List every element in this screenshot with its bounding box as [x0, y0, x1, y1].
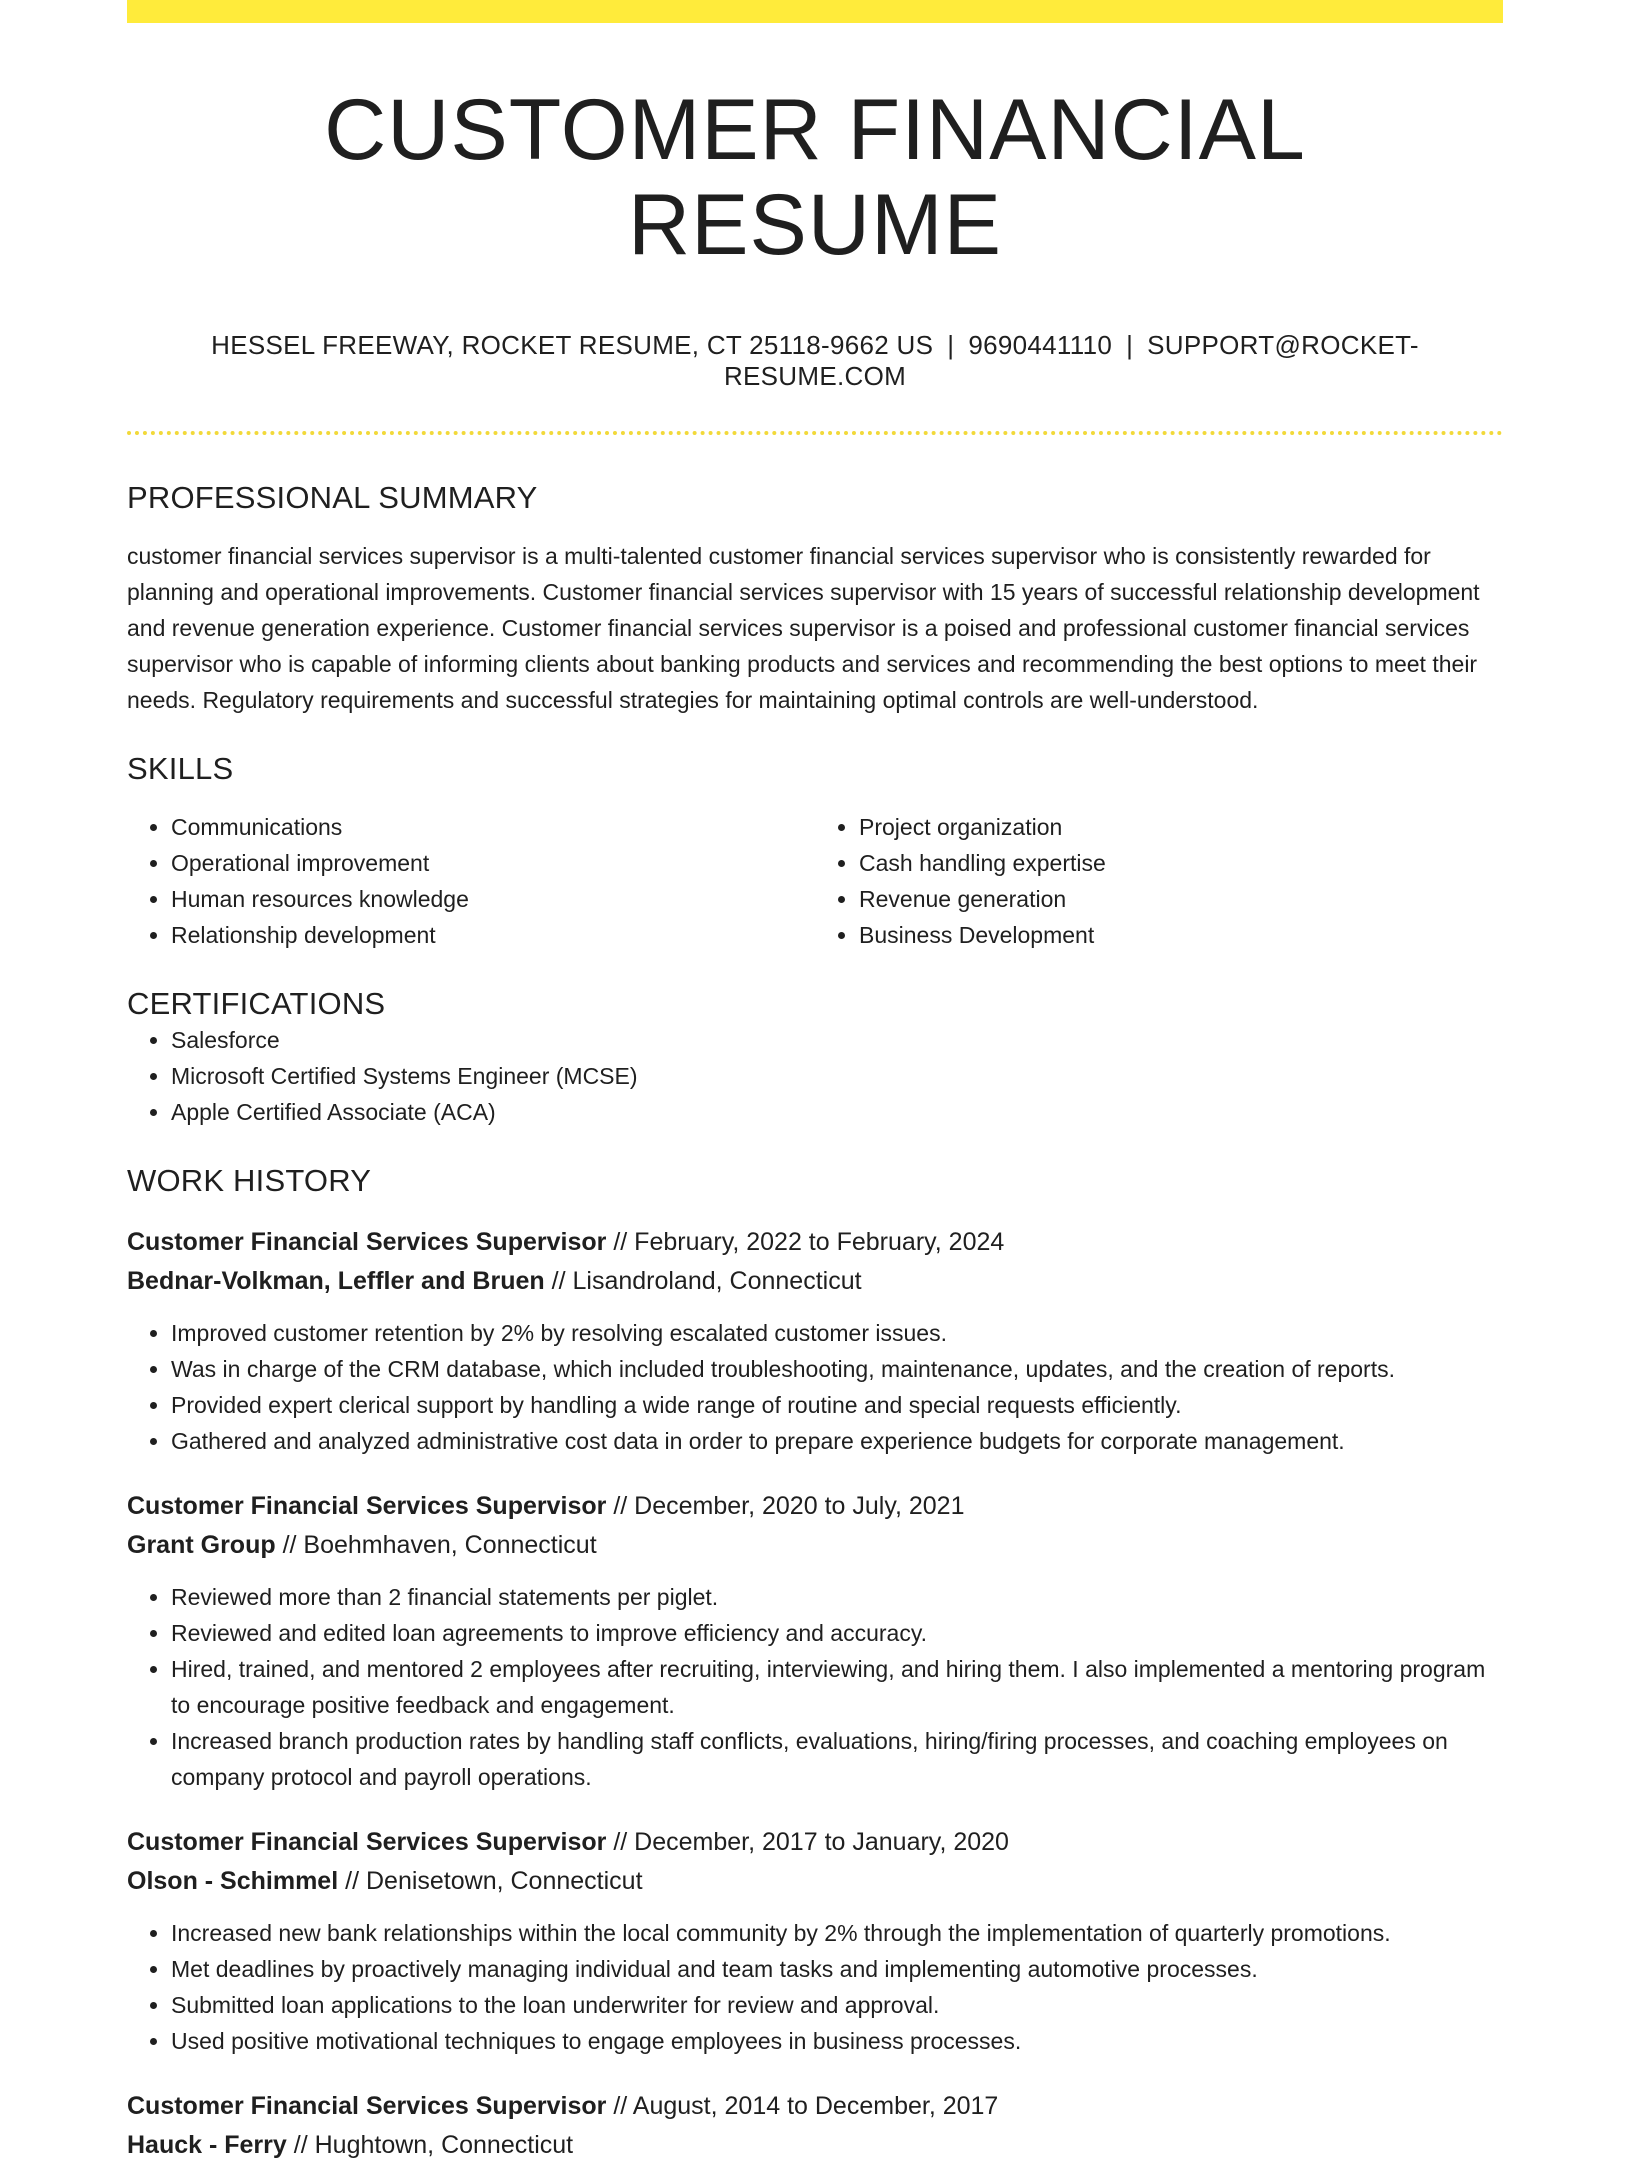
job-bullet: • Met deadlines by proactively managing individual and team tasks and implementing automotive processes. — [171, 1951, 1503, 1987]
skills-list-left — [127, 809, 815, 953]
job-separator: // — [345, 1867, 360, 1896]
job-separator: // — [282, 1531, 297, 1560]
job-company: Grant Group — [127, 1531, 276, 1560]
job-title-line — [127, 1823, 1503, 1862]
job-dates: December, 2020 to July, 2021 — [634, 1492, 965, 1521]
job-bullets — [127, 1915, 1503, 2059]
job-company-line — [127, 1862, 1503, 1901]
skill-item: • Cash handling expertise — [859, 845, 1503, 881]
top-accent-bar — [127, 0, 1503, 23]
job-company: Olson - Schimmel — [127, 1867, 339, 1896]
summary-heading: PROFESSIONAL SUMMARY — [127, 479, 538, 515]
contact-separator: | — [1126, 330, 1134, 361]
job-bullet: • Hired, trained, and mentored 2 employees after recruiting, interviewing, and hiring them. I also implemented a mentoring program to encourage positive feedback and engagement. — [171, 1651, 1503, 1723]
job-separator: // — [613, 2092, 628, 2121]
job-title: Customer Financial Services Supervisor — [127, 1828, 607, 1857]
job-bullets — [127, 1579, 1503, 1795]
job-bullet: • Used positive motivational techniques to engage employees in business processes. — [171, 2023, 1503, 2059]
job-location: Lisandroland, Connecticut — [572, 1267, 862, 1296]
skills-heading: SKILLS — [127, 750, 234, 786]
job-separator: // — [551, 1267, 566, 1296]
certifications-list — [127, 1022, 1503, 1130]
skill-item: • Business Development — [859, 917, 1503, 953]
skill-item: • Communications — [171, 809, 815, 845]
job-separator: // — [613, 1828, 628, 1857]
job-title-line — [127, 1487, 1503, 1526]
job-separator: // — [293, 2131, 308, 2160]
certification-item: • Microsoft Certified Systems Engineer (MCSE) — [171, 1058, 1503, 1094]
job-bullets — [127, 1315, 1503, 1459]
job-title: Customer Financial Services Supervisor — [127, 1492, 607, 1521]
job-bullet: • Provided expert clerical support by handling a wide range of routine and special requests efficiently. — [171, 1387, 1503, 1423]
contact-address: HESSEL FREEWAY, ROCKET RESUME, CT 25118-9662 US — [211, 330, 934, 361]
job-bullet: • Increased branch production rates by handling staff conflicts, evaluations, hiring/firing processes, and coaching employees on company protocol and payroll operations. — [171, 1723, 1503, 1795]
job-company-line — [127, 2126, 1503, 2165]
skill-item: • Human resources knowledge — [171, 881, 815, 917]
contact-phone: 9690441110 — [968, 330, 1113, 361]
job-location: Denisetown, Connecticut — [365, 1867, 643, 1896]
job-entry — [127, 1823, 1503, 2059]
contact-line — [127, 330, 1503, 392]
job-dates: February, 2022 to February, 2024 — [634, 1228, 1005, 1257]
skill-item: • Relationship development — [171, 917, 815, 953]
summary-text: customer financial services supervisor is a multi-talented customer financial services supervisor who is consistently rewarded for planning and operational improvements. Customer financial services supervisor with 15 years of successful relationship development and revenue generation experience. Customer financial services supervisor is a poised and professional customer financial services supervisor who is capable of informing clients about banking products and services and recommending the best options to meet their needs. Regulatory requirements and successful strategies for maintaining optimal controls are well-understood. — [127, 542, 1480, 713]
job-location: Hughtown, Connecticut — [314, 2131, 574, 2160]
job-bullet: • Was in charge of the CRM database, which included troubleshooting, maintenance, updates, and the creation of reports. — [171, 1351, 1503, 1387]
job-entry — [127, 1487, 1503, 1795]
work-history-list — [127, 1223, 1503, 2165]
contact-separator: | — [947, 330, 955, 361]
job-title: Customer Financial Services Supervisor — [127, 2092, 607, 2121]
job-dates: December, 2017 to January, 2020 — [634, 1828, 1009, 1857]
job-separator: // — [613, 1492, 628, 1521]
job-title-line — [127, 2087, 1503, 2126]
skills-list-right — [815, 809, 1503, 953]
dotted-divider — [127, 431, 1503, 435]
job-bullet: • Reviewed more than 2 financial statements per piglet. — [171, 1579, 1503, 1615]
job-bullet: • Gathered and analyzed administrative cost data in order to prepare experience budgets for corporate management. — [171, 1423, 1503, 1459]
certification-item: • Apple Certified Associate (ACA) — [171, 1094, 1503, 1130]
job-bullet: • Reviewed and edited loan agreements to improve efficiency and accuracy. — [171, 1615, 1503, 1651]
skill-item: • Operational improvement — [171, 845, 815, 881]
job-company: Bednar-Volkman, Leffler and Bruen — [127, 1267, 545, 1296]
job-entry — [127, 2087, 1503, 2165]
job-title-line — [127, 1223, 1503, 1262]
job-entry — [127, 1223, 1503, 1459]
resume-page — [127, 0, 1503, 2165]
job-bullet: • Increased new bank relationships within the local community by 2% through the implementation of quarterly promotions. — [171, 1915, 1503, 1951]
certification-item: • Salesforce — [171, 1022, 1503, 1058]
job-dates: August, 2014 to December, 2017 — [632, 2092, 999, 2121]
job-location: Boehmhaven, Connecticut — [303, 1531, 597, 1560]
page-title: CUSTOMER FINANCIAL RESUME — [324, 82, 1306, 273]
contact-email: SUPPORT@ROCKET-RESUME.COM — [723, 330, 1419, 392]
certifications-heading: CERTIFICATIONS — [127, 985, 386, 1021]
job-title: Customer Financial Services Supervisor — [127, 1228, 607, 1257]
work-history-heading: WORK HISTORY — [127, 1163, 372, 1199]
job-company-line — [127, 1526, 1503, 1565]
job-separator: // — [613, 1228, 628, 1257]
skill-item: • Project organization — [859, 809, 1503, 845]
skills-columns — [127, 809, 1503, 953]
job-company-line — [127, 1262, 1503, 1301]
skill-item: • Revenue generation — [859, 881, 1503, 917]
job-bullet: • Improved customer retention by 2% by resolving escalated customer issues. — [171, 1315, 1503, 1351]
job-bullet: • Submitted loan applications to the loan underwriter for review and approval. — [171, 1987, 1503, 2023]
job-company: Hauck - Ferry — [127, 2131, 287, 2160]
